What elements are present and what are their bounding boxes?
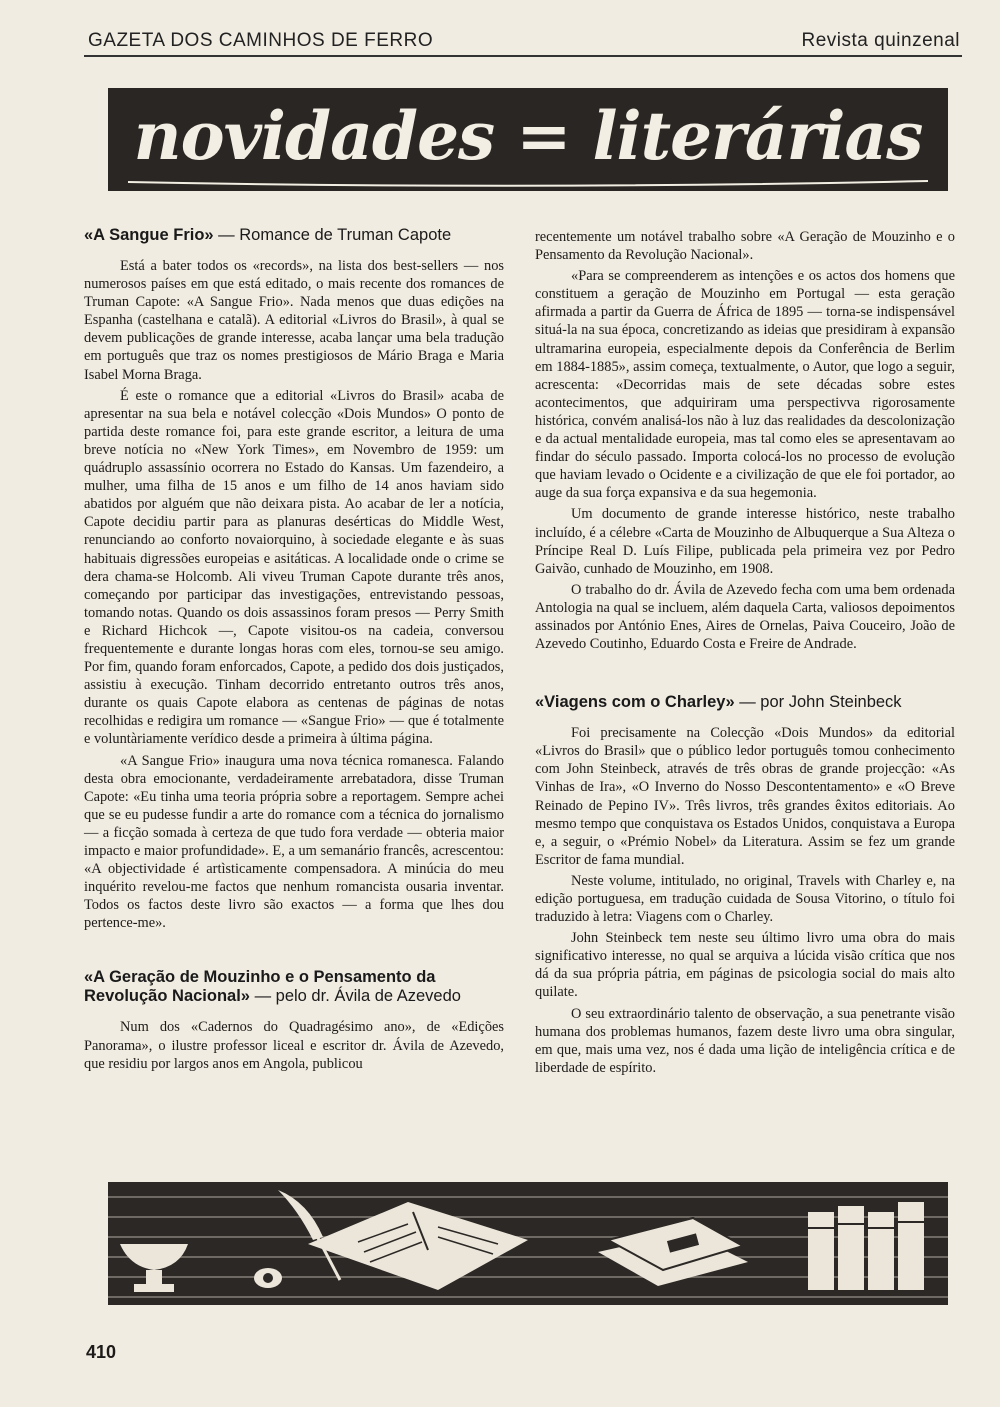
header-rule [84,55,962,57]
inkwell-icon [254,1268,282,1288]
paragraph: O seu extraordinário talento de observação, a sua penetrante visão humana dos problemas humanos, fazem deste livro uma obra singular, em que, mais uma vez, nos é dada uma lição de inteligência crítica e de liberdade de espírito. [535,1005,955,1076]
illustration-svg [108,1182,948,1305]
article-heading [84,226,504,245]
left-column [84,226,504,1073]
article-title: «A Geração de Mouzinho e o Pensamento da Revolução Nacional» [84,968,436,1006]
book-stack-icon [598,1218,748,1286]
section-title: novidades = literárias [133,97,923,175]
right-column [535,228,955,1077]
paragraph: É este o romance que a editorial «Livros do Brasil» acaba de apresentar na sua bela e notável colecção «Dois Mundos» O ponto de partida deste romance foi, para este grande escritor, a leitura de uma breve notícia no «New York Times», em Novembro de 1959: um quádruplo assassínio ocorrera no Estado do Kansas. Um fazendeiro, a mulher, uma filha de 15 anos e um filho de 14 anos haviam sido abatidos por alguém que não deixara pista. Ao acabar de ler a notícia, Capote decidiu partir para as planuras desérticas do Middle West, renunciando ao conforto novaiorquino, à sociedade elegante e às suas habituais digressões europeias e asitáticas. A localidade onde o crime se dera chama-se Holcomb. Ali viveu Truman Capote durante três anos, começando por participar das investigações, entrevistando pessoas, tomando notas. Quando os dois assassinos foram presos — Perry Smith e Richard Hichcok —, Capote visitou-os na cadeia, conversou frequentemente e durante longas horas com eles, tornou-se seu amigo. Por fim, quando foram enforcados, Capote, a pedido dos dois justiçados, assistiu à execução. Tinham decorrido entretanto outros três anos, durante os quais Capote elabora as centenas de páginas de notas recolhidas e redigira um romance — «Sangue Frio» — que é totalmente e voluntàriamente verídico desde a primeira à última página. [84,387,504,748]
woodcut-illustration [108,1182,948,1305]
article-title: «Viagens com o Charley» [535,693,735,712]
paragraph: Um documento de grande interesse histórico, neste trabalho incluído, é a célebre «Carta de Mouzinho de Albuquerque a Sua Alteza o Príncipe Real D. Luís Filipe, publicada pela primeira vez por Pedro Gaivão, cunhado de Mouzinho, em 1908. [535,506,955,577]
paragraph: O trabalho do dr. Ávila de Azevedo fecha com uma bem ordenada Antologia na qual se incluem, além daquela Carta, valiosos depoimentos assinados por António Enes, Aires de Ornelas, Paiva Couceiro, João de Azevedo Coutinho, Eduardo Costa e Freire de Andrade. [535,581,955,653]
paragraph: «Para se compreenderem as intenções e os actos dos homens que constituem a geração de Mouzinho em Portugal — esta geração afirmada a partir da Guerra de África de 1895 — torna-se indispensável situá-la na sua época, concretizando as ideias que presidiram à expansão ultramarina europeia, especialmente depois da Conferência de Berlim em 1884-1885», assim começa, textualmente, o Autor, que logo a seguir, acrescenta: «Decorridas mais de sete décadas sobre estes acontecimentos, que adquiriram uma perspectivva rigorosamente histórica, convém analisá-los não à luz das realidades da descolonização e da actual mentalidade europeia, mas tal como eles se apresentavam ao findar do século passado. Importa colocá-los no processo de evolução que haviam levado o Ocidente e a civilização de que ele foi portador, ao auge da sua força expansiva e da sua hegemonia. [535,268,955,502]
paragraph: Está a bater todos os «records», na lista dos best-sellers — nos numerosos países em que está editado, o mais recente dos romances de Truman Capote: «A Sangue Frio». Nada menos que duas edições na Espanha (castelhana e catalã). A editorial «Livros do Brasil», à qual se devem publicações de grande interesse, acaba lançar uma bela tradução em português que traz os nomes prestigiosos de Mário Braga e Maria Isabel Morna Braga. [84,258,504,383]
article-subtitle: — pelo dr. Ávila de Azevedo [249,987,461,1006]
page-number: 410 [86,1342,117,1362]
article-subtitle: — Romance de Truman Capote [213,226,452,244]
lamp-icon [120,1244,188,1292]
paragraph: «A Sangue Frio» inaugura uma nova técnica romanesca. Falando desta obra emocionante, verdadeiramente arrebatadora, disse Truman Capote: «Eu tinha uma teoria própria sobre a reportagem. Sempre achei que se eu pudesse fundir a arte do romance com a técnica do jornalismo — a ficção somada à certeza de que tudo fora verdade — obteria maior impacto e maior profundidade». E, a um semanário francês, acrescentou: «A objectividade é artìsticamente compensadora. A minúcia do meu inquérito revelou-me factos que nenhum romancista ousaria inventar. Todos os factos deste livro são exactos — a forma que lhes dou pertence-me». [84,752,504,932]
paragraph: John Steinbeck tem neste seu último livro uma obra do mais significativo interesse, no qual se arquiva a lúcida visão crítica que nos dá da sua própria pátria, em páginas de psicologia social do mais alto quilate. [535,930,955,1001]
publication-title: GAZETA DOS CAMINHOS DE FERRO [88,30,434,51]
article-heading [535,693,955,712]
paragraph: Num dos «Cadernos do Quadragésimo ano», de «Edições Panorama», o ilustre professor liceal e escritor dr. Ávila de Azevedo, que residiu por largos anos em Angola, publicou [84,1019,504,1072]
article-heading [84,968,504,1006]
section-banner [108,88,948,191]
paragraph: Neste volume, intitulado, no original, Travels with Charley e, na edição portuguesa, em tradução cuidada de Sousa Vitorino, o título foi traduzido à letra: Viagens com o Charley. [535,872,955,926]
article-subtitle: — por John Steinbeck [734,693,902,712]
paragraph: recentemente um notável trabalho sobre «A Geração de Mouzinho e o Pensamento da Revolução Nacional». [535,229,955,264]
article-title: «A Sangue Frio» [84,226,214,244]
paragraph: Foi precisamente na Colecção «Dois Mundos» da editorial «Livros do Brasil» que o público ledor português tomou conhecimento com John Steinbeck, através de três obras de grande projecção: «As Vinhas de Ira», «O Inverno do Nosso Descontentamento» e «O Breve Reinado de Pepino IV». Três livros, três grandes êxitos editoriais. Ao mesmo tempo que conquistava os Estados Unidos, conquistava a Europa e, a seguir, o «Prémio Nobel» da Literatura. Assim se fez um grande Escritor de fama mundial. [535,725,955,868]
publication-subtitle: Revista quinzenal [801,30,960,51]
